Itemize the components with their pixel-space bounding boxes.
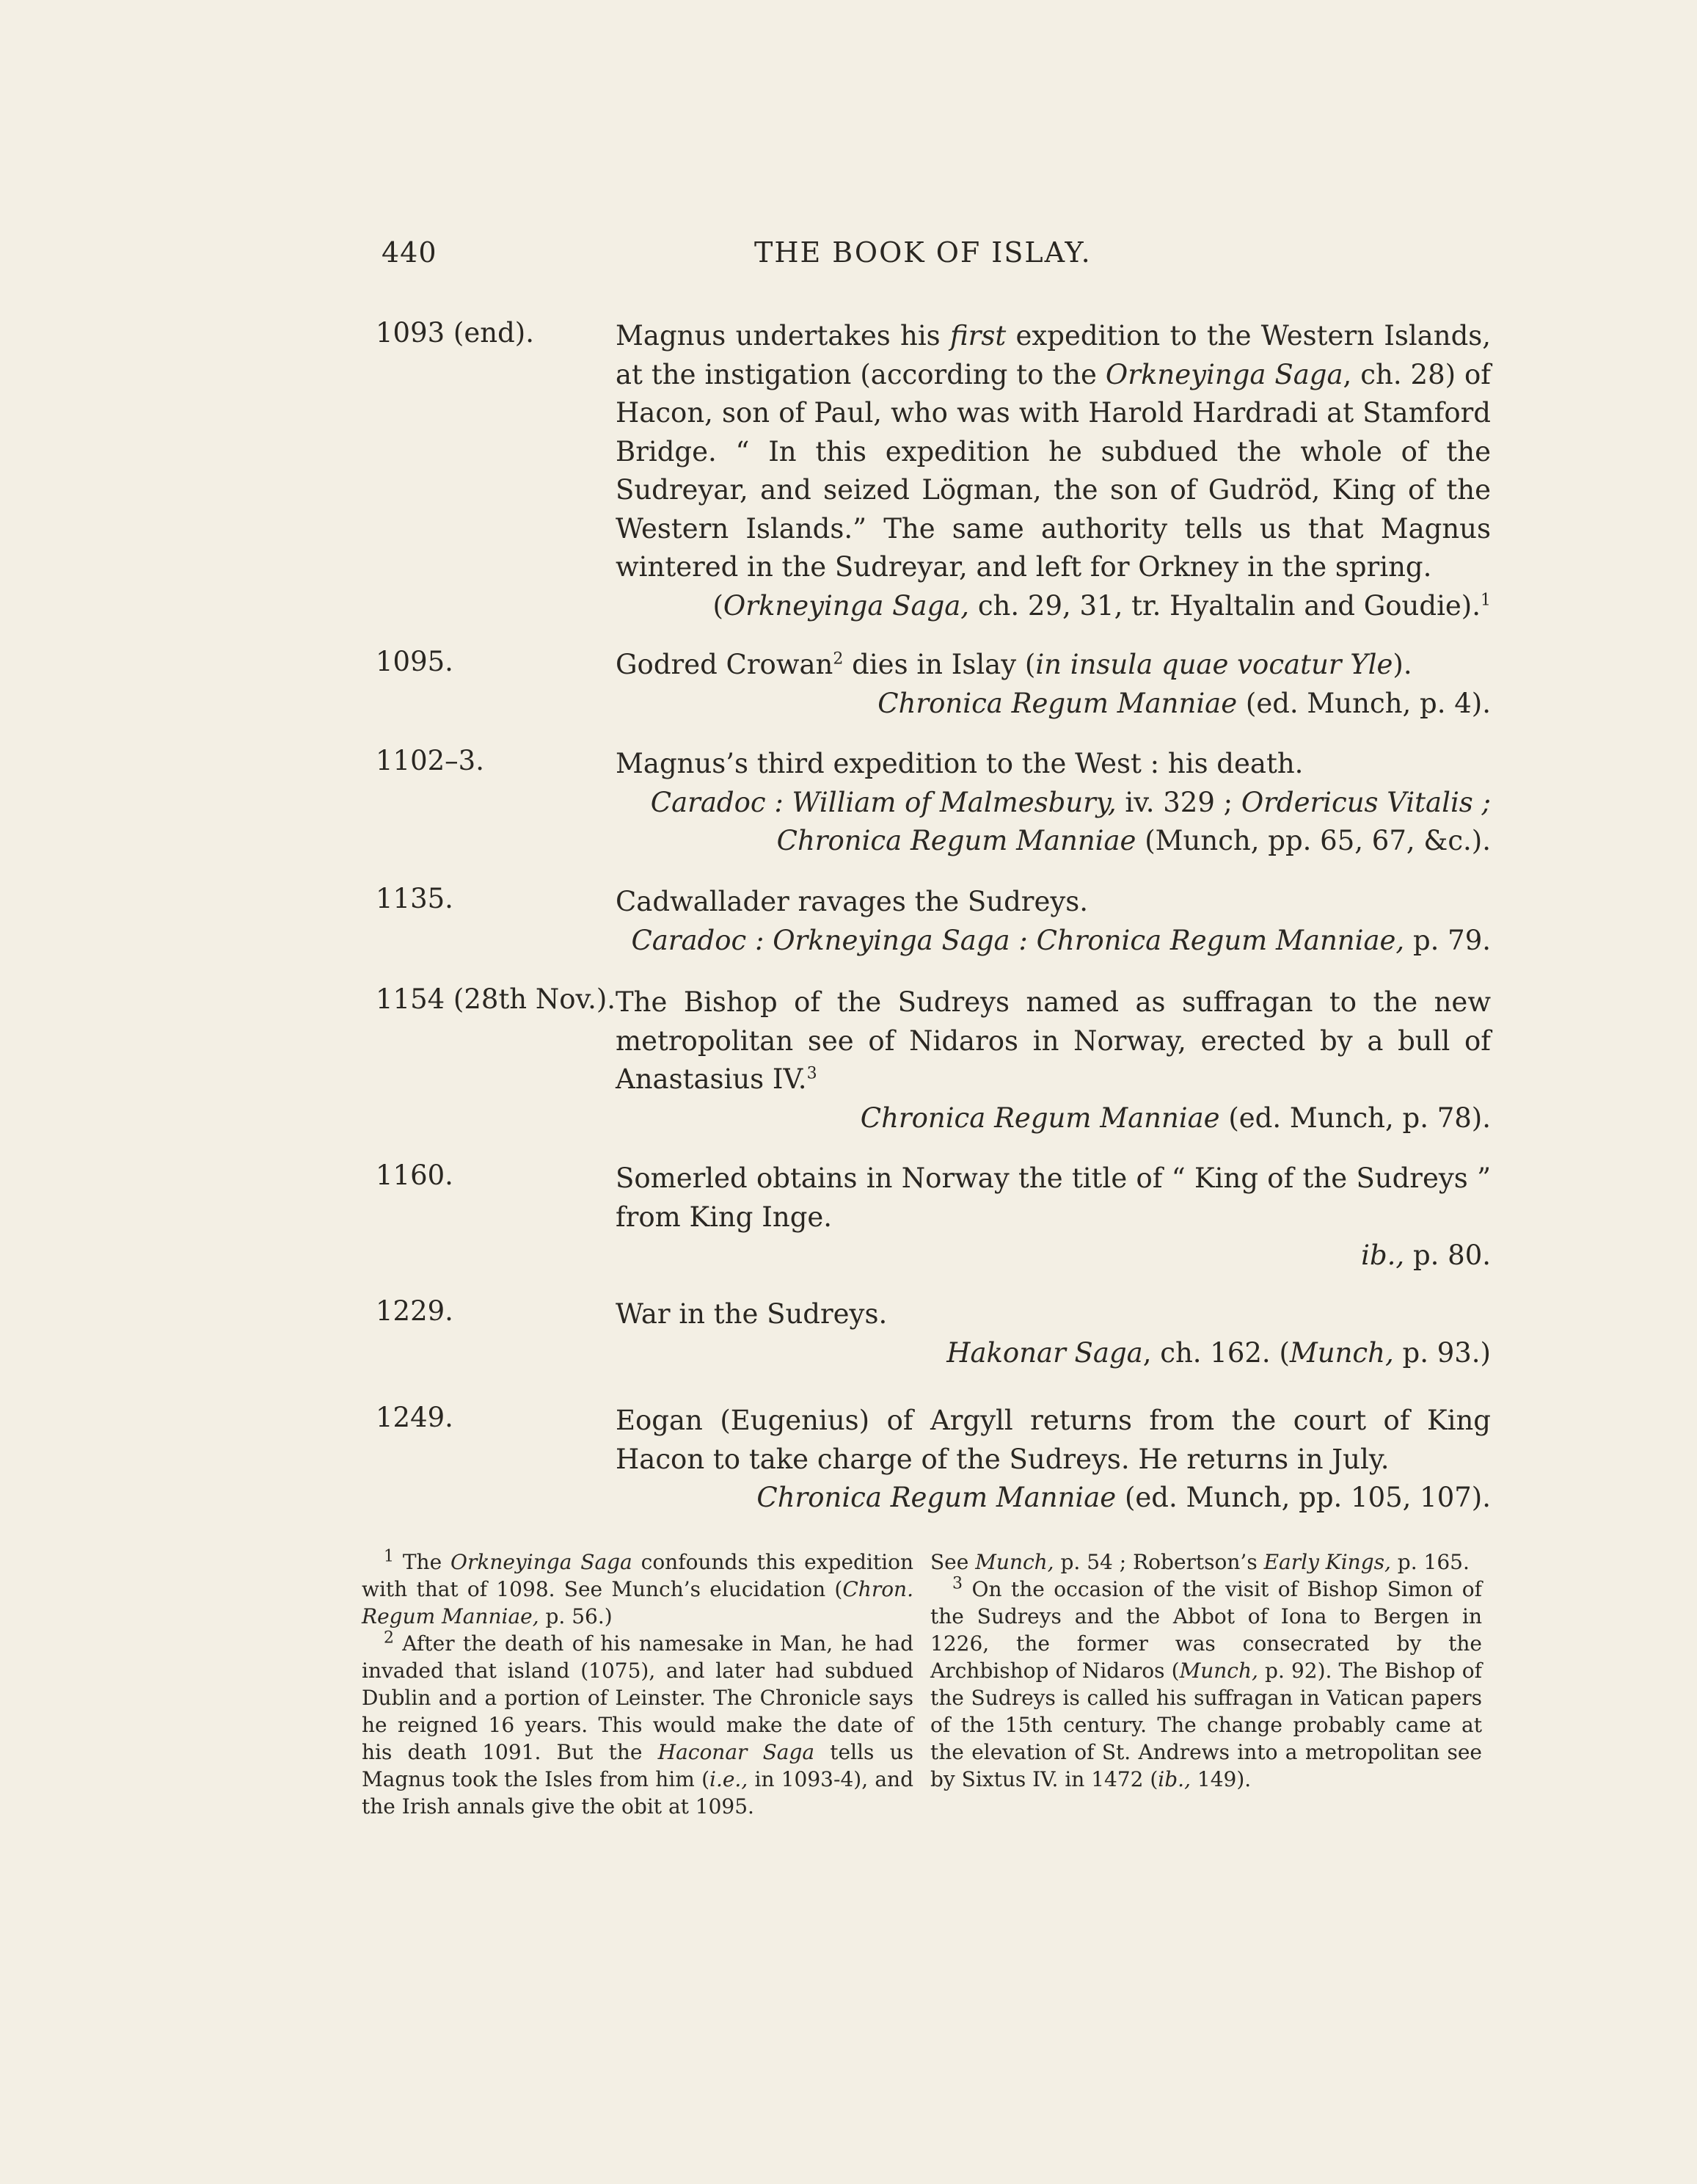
footnote-2: $^2$ After the death of his namesake in Man, he had invaded that island (1075), and later had subdued Dublin and a portion of Leinster. The Chronicle says he reigned 16 years. This would make the date of his death 1091. But the Haconar Saga tells us Magnus took the Isles from him (i.e., in 1093-4), and the Irish annals give the obit at 1095.	[362, 1628, 913, 1819]
entry-date: 1160.	[376, 1160, 453, 1191]
entry-text: Magnus undertakes his first expedition to the Western Islands, at the instigation (according to the Orkneyinga Saga, ch. 28) of Hacon, son of Paul, who was with Harold Hardradi at Stamford Bridge. “ In this expedition he subdued the whole of the Sudreyar, and seized Lögman, the son of Gudröd, King of the Western Islands.” The same authority tells us that Magnus wintered in the Sudreyar, and left for Orkney in the spring.	[616, 320, 1492, 583]
footnote-2-continued: See Munch, p. 54 ; Robertson’s Early Kings, p. 165.	[930, 1550, 1470, 1574]
footnote-column-left	[362, 1548, 913, 1820]
entry-text: Somerled obtains in Norway the title of “ King of the Sudreys ” from King Inge.	[616, 1162, 1491, 1233]
chronology-entry	[376, 1295, 1491, 1372]
chronology-entry	[376, 1160, 1491, 1275]
entry-date: 1135.	[376, 883, 453, 914]
entry-text: Magnus’s third expedition to the West : his death.	[616, 748, 1304, 779]
footnote-ref: 2	[833, 649, 844, 669]
entry-text: Cadwallader ravages the Sudreys.	[616, 886, 1089, 917]
running-title: THE BOOK OF ISLAY.	[754, 236, 1092, 269]
entry-citation: Caradoc : William of Malmesbury, iv. 329 ; Ordericus Vitalis ;	[650, 786, 1491, 818]
entry-citation: Caradoc : Orkneyinga Saga : Chronica Regum Manniae, p. 79.	[631, 924, 1491, 956]
entry-date: 1093 (end).	[376, 317, 534, 349]
chronology-entry	[376, 1402, 1491, 1518]
entry-citation: Hakonar Saga, ch. 162. (Munch, p. 93.)	[946, 1336, 1491, 1369]
running-header	[382, 236, 1482, 280]
entry-date: 1102–3.	[376, 745, 484, 776]
chronology-entry	[376, 646, 1491, 723]
entry-date: 1095.	[376, 646, 453, 677]
entry-date: 1229.	[376, 1295, 453, 1327]
entry-citation: Chronica Regum Manniae (ed. Munch, p. 78).	[860, 1102, 1491, 1134]
entry-body	[616, 1295, 1491, 1372]
entry-body	[616, 983, 1491, 1138]
entry-body	[616, 1160, 1491, 1275]
entry-body	[616, 745, 1491, 861]
entry-text: Godred Crowan$^2$ dies in Islay (in insula quae vocatur Yle).	[616, 649, 1412, 680]
page-number: 440	[382, 236, 437, 269]
entry-body	[616, 1402, 1491, 1518]
footnote-3: $^3$ On the occasion of the visit of Bishop Simon of the Sudreys and the Abbot of Iona to Bergen in 1226, the former was consecrated by the Archbishop of Nidaros (Munch, p. 92). The Bishop of the Sudreys is called his suffragan in Vatican papers of the 15th century. The change probably came at the elevation of St. Andrews into a metropolitan see by Sixtus IV. in 1472 (ib., 149).	[930, 1574, 1482, 1791]
chronology-entry	[376, 983, 1491, 1138]
footnote-1: $^1$ The Orkneyinga Saga confounds this expedition with that of 1098. See Munch’s elucidation (Chron. Regum Manniae, p. 56.)	[362, 1547, 913, 1628]
entry-text: War in the Sudreys.	[616, 1298, 888, 1330]
entry-citation: Chronica Regum Manniae (ed. Munch, p. 4).	[877, 687, 1491, 719]
entry-text: Eogan (Eugenius) of Argyll returns from the court of King Hacon to take charge of the Sudreys. He returns in July.	[616, 1405, 1491, 1475]
footnote-ref: 1	[1481, 591, 1491, 610]
entry-citation: ib., p. 80.	[1361, 1240, 1491, 1271]
entry-text: The Bishop of the Sudreys named as suffragan to the new metropolitan see of Nidaros in Norway, erected by a bull of Anastasius IV.$^3$	[616, 986, 1491, 1095]
entry-date: 1154 (28th Nov.).	[376, 983, 616, 1015]
entry-citation: Chronica Regum Manniae (ed. Munch, pp. 105, 107).	[756, 1482, 1491, 1513]
footnote-column-right	[930, 1548, 1482, 1793]
footnote-ref: 3	[806, 1064, 817, 1083]
chronology-entry	[376, 883, 1491, 960]
entry-citation: (Orkneyinga Saga, ch. 29, 31, tr. Hyaltalin and Goudie).$^1$	[712, 589, 1491, 622]
chronology-entry	[376, 317, 1491, 625]
entry-date: 1249.	[376, 1402, 453, 1433]
entry-citation: Chronica Regum Manniae (Munch, pp. 65, 67, &c.).	[776, 825, 1491, 856]
chronology-entry	[376, 745, 1491, 861]
entry-body	[616, 646, 1491, 723]
entry-body	[616, 317, 1491, 625]
entry-body	[616, 883, 1491, 960]
